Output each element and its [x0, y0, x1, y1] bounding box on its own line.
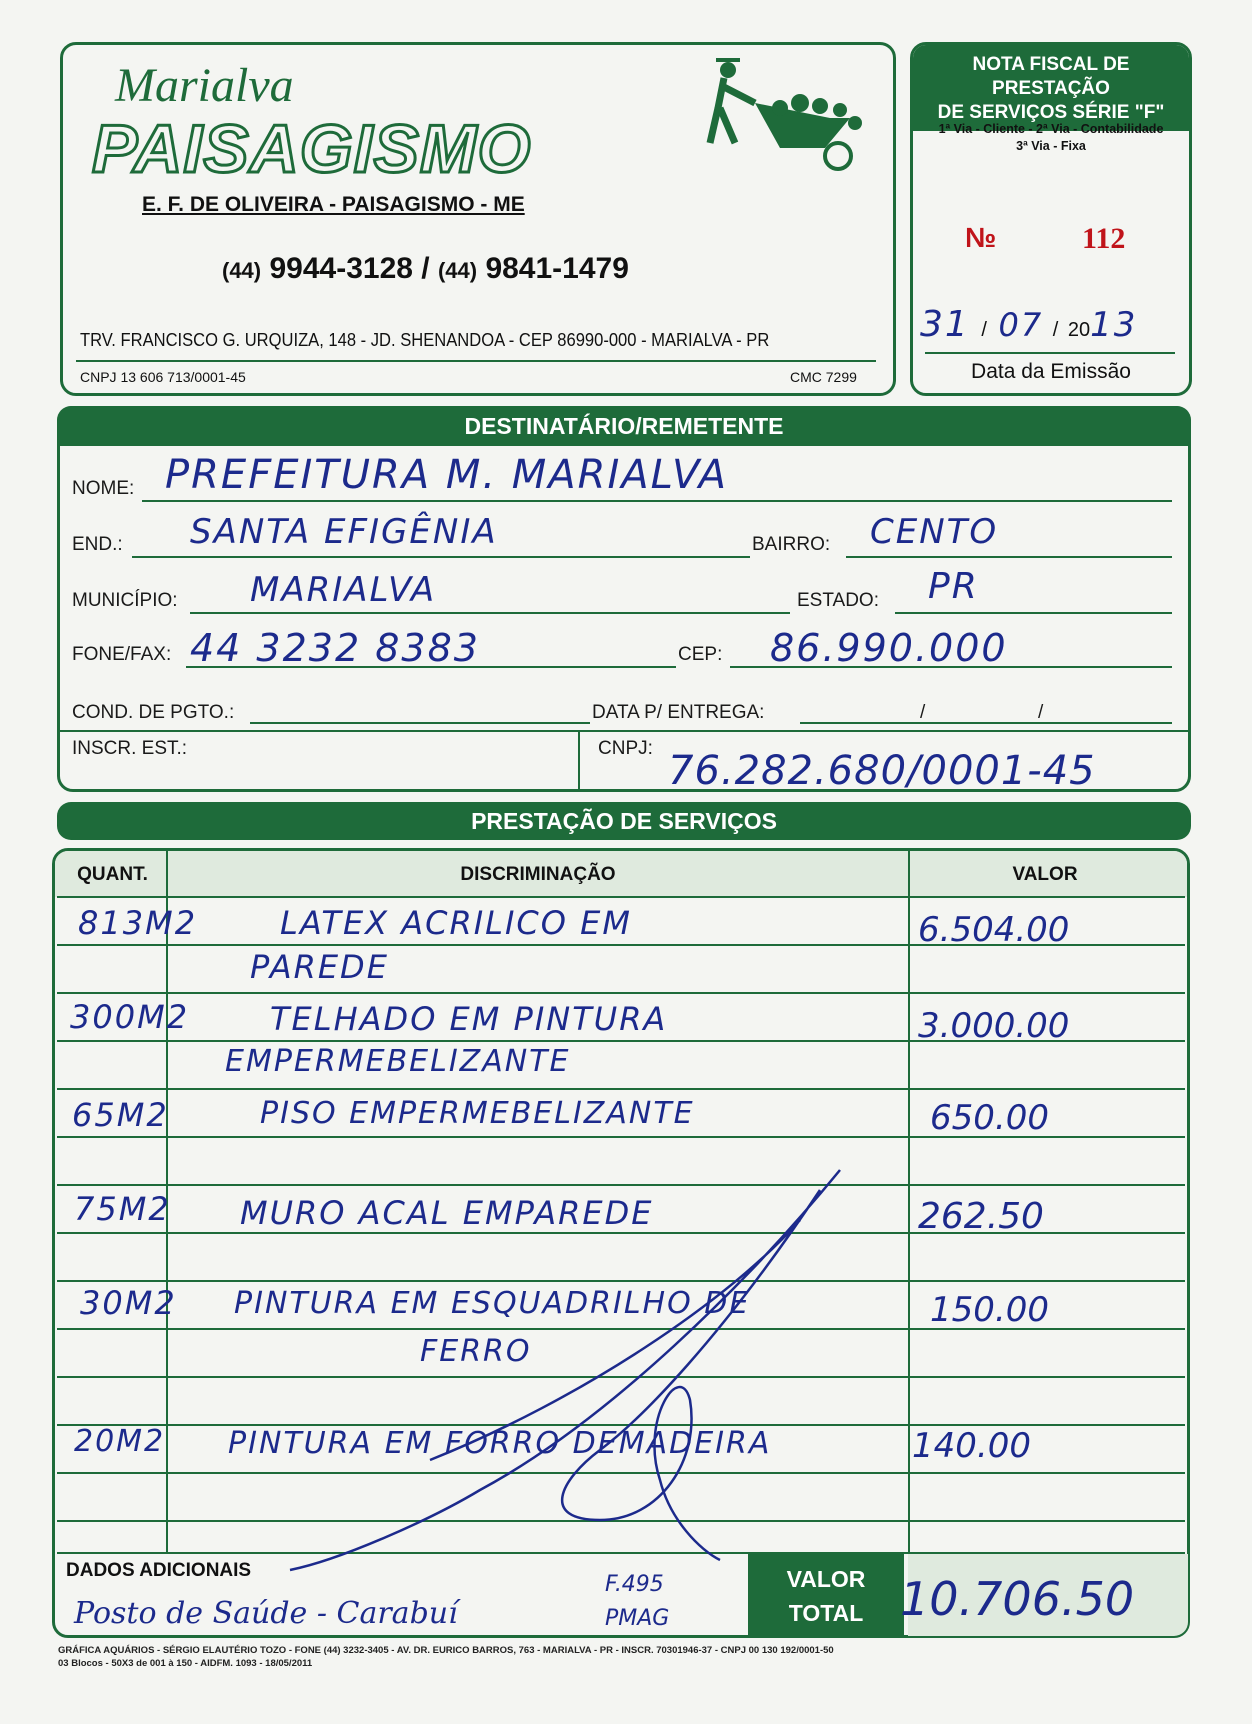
date-sep-1: / [981, 319, 987, 341]
dados-value: Posto de Saúde - Carabuí [74, 1596, 458, 1631]
date-sep-2: / [1052, 319, 1059, 341]
fone-value: 44 3232 8383 [190, 626, 480, 670]
date-day: 31 [920, 304, 970, 345]
company-name: E. F. DE OLIVEIRA - PAISAGISMO - ME [142, 193, 525, 216]
phone-1: 9944-3128 [269, 252, 413, 285]
dados-note-2: PMAG [605, 1606, 670, 1631]
brand-top: Marialva [115, 59, 294, 112]
entrega-sep-1: / [920, 702, 926, 723]
item-1-valor: 6.504.00 [918, 910, 1070, 950]
item-2-desc-2: EMPERMEBELIZANTE [225, 1044, 571, 1079]
date-year-prefix: 20 [1067, 319, 1091, 341]
item-4-desc: MURO ACAL EMPAREDE [240, 1194, 654, 1232]
cnpj-label: CNPJ: [598, 738, 653, 759]
end-label: END.: [72, 534, 123, 555]
phone-2: 9841-1479 [485, 252, 629, 285]
nota-title-1: NOTA FISCAL DE PRESTAÇÃO [972, 54, 1130, 99]
end-value: SANTA EFIGÊNIA [190, 512, 498, 552]
nome-label: NOME: [72, 478, 135, 499]
cond-pgto-label: COND. DE PGTO.: [72, 702, 235, 723]
total-label-2: TOTAL [788, 1600, 864, 1626]
company-cnpj: CNPJ 13 606 713/0001-45 [80, 369, 246, 385]
cep-label: CEP: [678, 644, 723, 665]
item-2-quant: 300M2 [70, 998, 190, 1036]
inscr-est-label: INSCR. EST.: [72, 738, 188, 759]
company-address: TRV. FRANCISCO G. URQUIZA, 148 - JD. SHENANDOA - CEP 86990-000 - MARIALVA - PR [80, 330, 770, 350]
item-1-desc-2: PAREDE [250, 948, 389, 986]
brand-main-logo: PAISAGISMO [92, 111, 532, 187]
fone-label: FONE/FAX: [72, 644, 172, 665]
col-disc-header: DISCRIMINAÇÃO [460, 864, 616, 885]
item-4-quant: 75M2 [74, 1190, 171, 1228]
dados-label: DADOS ADICIONAIS [66, 1560, 252, 1581]
servicos-title: PRESTAÇÃO DE SERVIÇOS [57, 802, 1191, 840]
nome-value: PREFEITURA M. MARIALVA [165, 452, 729, 498]
municipio-label: MUNICÍPIO: [72, 590, 178, 611]
item-3-desc: PISO EMPERMEBELIZANTE [260, 1096, 695, 1131]
nota-vias-2: 3ª Via - Fixa [1016, 139, 1086, 153]
footer-printer-2: 03 Blocos - 50X3 de 001 à 150 - AIDFM. 1093 - 18/05/2011 [58, 1658, 313, 1669]
bairro-value: CENTO [870, 512, 999, 552]
entrega-sep-2: / [1038, 702, 1044, 723]
item-3-quant: 65M2 [72, 1096, 169, 1134]
item-6-valor: 140.00 [912, 1426, 1031, 1466]
footer-printer-1: GRÁFICA AQUÁRIOS - SÉRGIO ELAUTÉRIO TOZO - FONE (44) 3232-3405 - AV. DR. EURICO BARROS, 763 - MARIALVA - PR - INSCR. 70301946-37 - CNPJ 00 130 192/0001-50 [58, 1645, 834, 1656]
municipio-value: MARIALVA [250, 570, 437, 610]
item-2-valor: 3.000.00 [918, 1006, 1070, 1046]
total-value: 10.706.50 [900, 1572, 1135, 1626]
date-month: 07 [998, 306, 1044, 344]
nota-title-2: DE SERVIÇOS SÉRIE "F" [937, 102, 1165, 123]
nota-number-label: № [965, 222, 997, 253]
entrega-label: DATA P/ ENTREGA: [592, 702, 765, 723]
date-year-suffix: 13 [1090, 305, 1138, 345]
item-1-quant: 813M2 [78, 904, 198, 942]
col-quant-header: QUANT. [77, 864, 148, 885]
phone-ddd-1: (44) [222, 258, 262, 283]
item-3-valor: 650.00 [930, 1098, 1049, 1138]
item-6-quant: 20M2 [74, 1424, 166, 1459]
item-5-valor: 150.00 [930, 1290, 1049, 1330]
destinatario-title: DESTINATÁRIO/REMETENTE [57, 406, 1191, 446]
item-5-quant: 30M2 [80, 1284, 177, 1322]
item-1-desc: LATEX ACRILICO EM [280, 904, 632, 942]
signature-scribble [280, 1160, 880, 1580]
total-label-1: VALOR [786, 1566, 866, 1592]
dados-note-1: F.495 [605, 1572, 664, 1597]
emission-date [920, 304, 1137, 345]
item-5-desc: PINTURA EM ESQUADRILHO DE [234, 1286, 751, 1321]
item-4-valor: 262.50 [918, 1196, 1044, 1237]
item-2-desc: TELHADO EM PINTURA [270, 1000, 668, 1038]
cep-value: 86.990.000 [770, 626, 1008, 670]
nota-vias-1: 1ª Via - Cliente - 2ª Via - Contabilidade [938, 122, 1164, 136]
item-6-desc: PINTURA EM FORRO DEMADEIRA [228, 1426, 772, 1461]
bairro-label: BAIRRO: [752, 534, 831, 555]
phone-sep: / [421, 252, 430, 285]
total-label-box [748, 1554, 904, 1638]
phone-ddd-2: (44) [437, 258, 478, 283]
estado-value: PR [928, 566, 979, 607]
nota-number: 112 [1082, 222, 1126, 255]
phones [222, 252, 629, 286]
cnpj-value: 76.282.680/0001-45 [668, 748, 1096, 794]
item-5-desc-2: FERRO [420, 1334, 532, 1369]
date-label: Data da Emissão [971, 360, 1131, 383]
gardener-wheelbarrow-icon [680, 48, 890, 178]
estado-label: ESTADO: [797, 590, 879, 611]
col-valor-header: VALOR [1012, 864, 1078, 885]
company-cmc: CMC 7299 [790, 369, 857, 385]
